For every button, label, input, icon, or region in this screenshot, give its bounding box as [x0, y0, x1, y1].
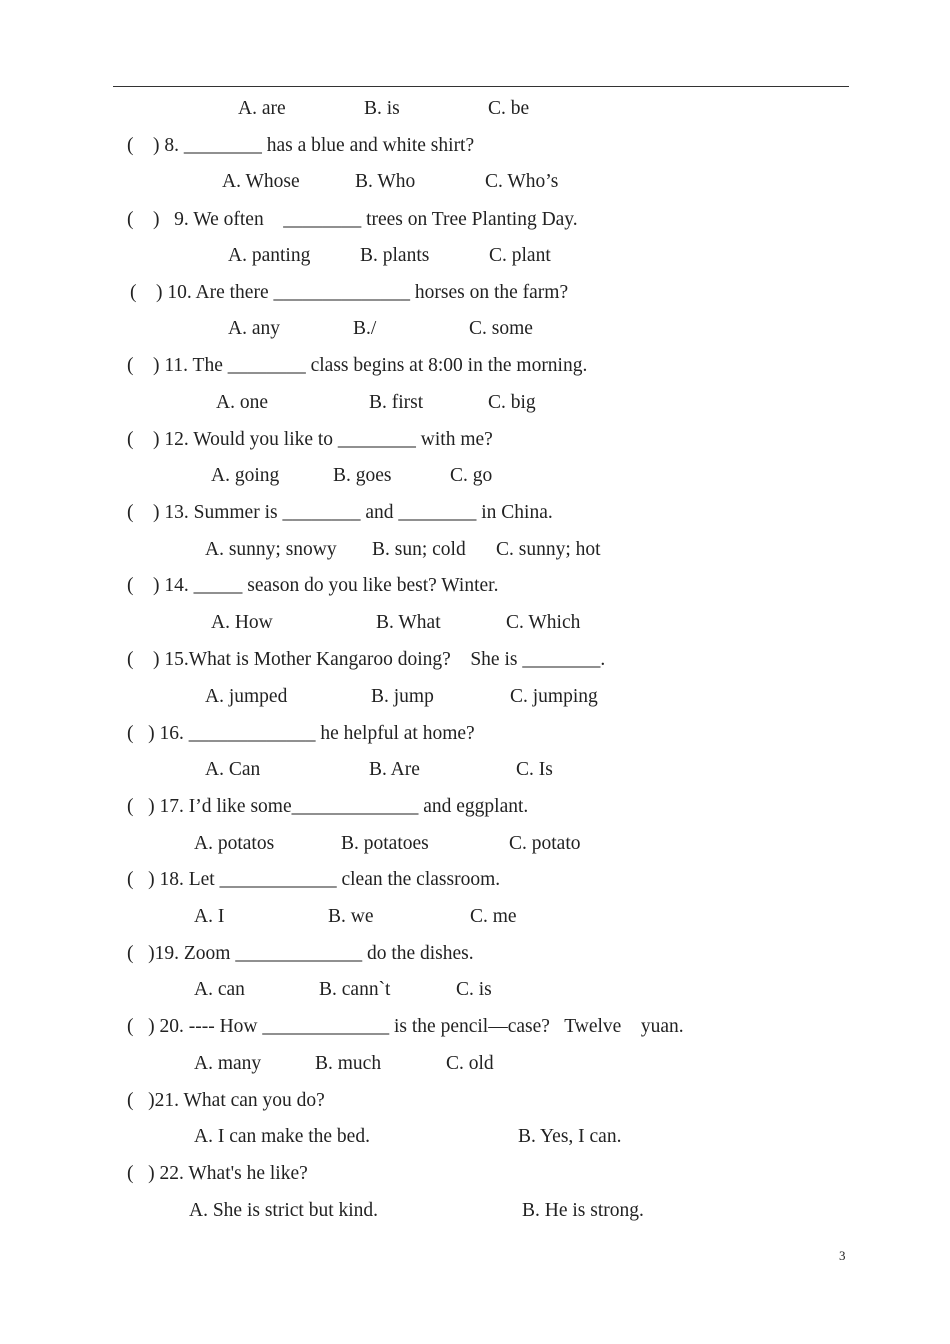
option-a: A. Whose	[222, 171, 300, 192]
option-b: B. we	[328, 906, 374, 927]
question-stem: ( ) 20. ---- How _____________ is the pencil—case? Twelve yuan.	[127, 1016, 684, 1037]
question-stem: ( ) 14. _____ season do you like best? Winter.	[127, 575, 499, 596]
question-stem: ( ) 18. Let ____________ clean the classroom.	[127, 869, 501, 890]
option-a: A. Can	[205, 759, 261, 780]
question-stem: ( )21. What can you do?	[127, 1090, 325, 1111]
question-stem: ( ) 17. I’d like some_____________ and eggplant.	[127, 796, 529, 817]
option-c: C. old	[446, 1053, 494, 1074]
question-stem: ( ) 9. We often ________ trees on Tree Planting Day.	[127, 209, 578, 230]
option-a: A. panting	[228, 245, 311, 266]
question-stem: ( ) 10. Are there ______________ horses on the farm?	[130, 282, 569, 303]
option-c: C. go	[450, 465, 493, 486]
option-a: A. going	[211, 465, 280, 486]
question-stem: ( ) 16. _____________ he helpful at home?	[127, 723, 475, 744]
question-stem: ( ) 8. ________ has a blue and white shirt?	[127, 135, 475, 156]
option-c: C. Who’s	[485, 171, 559, 192]
question-stem: ( ) 12. Would you like to ________ with me?	[127, 429, 493, 450]
option-a: A. many	[194, 1053, 262, 1074]
option-b: B. much	[315, 1053, 382, 1074]
option-b: B. cann`t	[319, 979, 391, 1000]
option-a: A. can	[194, 979, 245, 1000]
option-b: B. goes	[333, 465, 392, 486]
option-c: C. is	[456, 979, 492, 1000]
option-c: C. big	[488, 392, 536, 413]
option-b: B. jump	[371, 686, 434, 707]
option-b: B. Yes, I can.	[518, 1126, 622, 1147]
option-a: A. I	[194, 906, 225, 927]
question-stem: ( ) 22. What's he like?	[127, 1163, 308, 1184]
option-a: A. sunny; snowy	[205, 539, 337, 560]
option-b: B. He is strong.	[522, 1200, 644, 1221]
option-b: B. is	[364, 98, 400, 119]
option-c: C. potato	[509, 833, 581, 854]
question-stem: ( ) 15.What is Mother Kangaroo doing? She is ________.	[127, 649, 606, 670]
option-b: B. sun; cold	[372, 539, 466, 560]
option-b: B. Are	[369, 759, 420, 780]
option-c: C. me	[470, 906, 517, 927]
option-b: B. plants	[360, 245, 430, 266]
option-a: A. She is strict but kind.	[189, 1200, 379, 1221]
option-a: A. jumped	[205, 686, 288, 707]
option-a: A. are	[238, 98, 286, 119]
question-stem: ( )19. Zoom _____________ do the dishes.	[127, 943, 474, 964]
top-rule	[113, 86, 849, 87]
option-a: A. potatos	[194, 833, 275, 854]
option-a: A. I can make the bed.	[194, 1126, 370, 1147]
page-number: 3	[839, 1248, 846, 1263]
option-c: C. sunny; hot	[496, 539, 601, 560]
option-b: B. Who	[355, 171, 416, 192]
question-stem: ( ) 13. Summer is ________ and ________ in China.	[127, 502, 553, 523]
option-c: C. Is	[516, 759, 553, 780]
option-b: B./	[353, 318, 377, 339]
option-c: C. some	[469, 318, 533, 339]
option-c: C. be	[488, 98, 530, 119]
option-b: B. first	[369, 392, 424, 413]
option-b: B. What	[376, 612, 441, 633]
option-b: B. potatoes	[341, 833, 429, 854]
option-a: A. How	[211, 612, 273, 633]
option-c: C. jumping	[510, 686, 598, 707]
option-c: C. Which	[506, 612, 581, 633]
option-a: A. one	[216, 392, 268, 413]
option-a: A. any	[228, 318, 280, 339]
question-stem: ( ) 11. The ________ class begins at 8:00 in the morning.	[127, 355, 588, 376]
option-c: C. plant	[489, 245, 551, 266]
